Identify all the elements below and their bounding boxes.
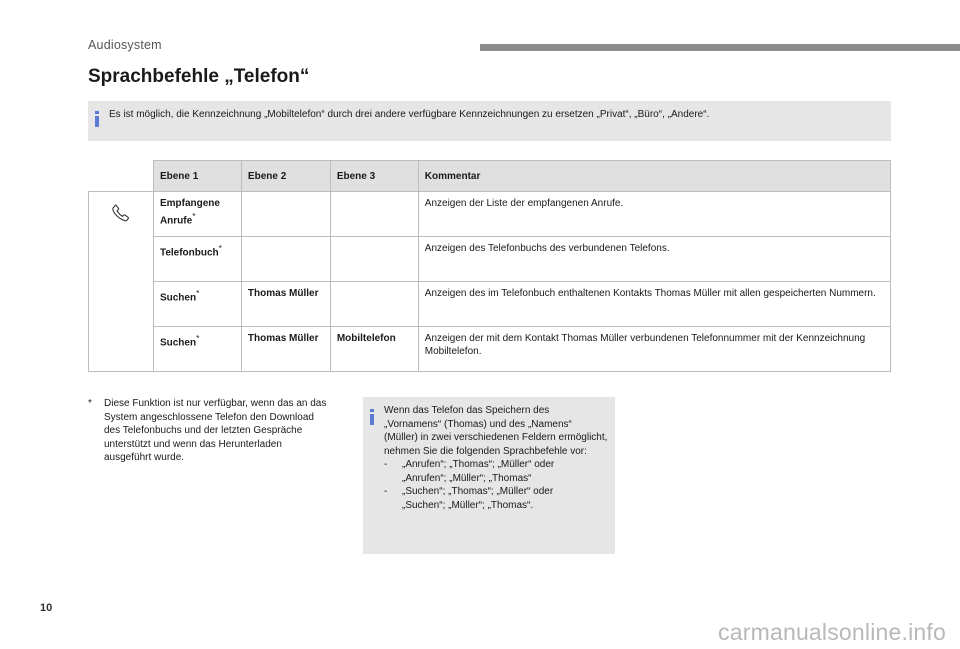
tip-item: - „Anrufen“; „Thomas“; „Müller“ oder „Anrufen“; „Müller“; „Thomas“ (384, 459, 555, 484)
table-row (89, 192, 891, 237)
footnote-marker: * (88, 398, 92, 409)
info-icon (95, 111, 99, 127)
column-header: Ebene 2 (241, 161, 330, 192)
watermark: carmanualsonline.info (718, 619, 946, 645)
tip-intro: Wenn das Telefon das Speichern des „Vornamens“ (Thomas) und des „Namens“ (Müller) in zwei verschiedenen Feldern ermöglicht, nehmen Sie die folgenden Sprachbefehle vor: (384, 405, 608, 457)
info-note (88, 101, 891, 141)
comment-cell: Anzeigen der Liste der empfangenen Anrufe. (418, 192, 890, 237)
page-title: Sprachbefehle „Telefon“ (88, 66, 310, 87)
level3-cell (330, 282, 418, 327)
column-header: Ebene 1 (153, 161, 241, 192)
footnote-text: Diese Funktion ist nur verfügbar, wenn das an das System angeschlossene Telefon den Download des Telefonbuchs und der letzten Gespräche unterstützt und wenn das Herunterladen ausgeführt wurde. (104, 398, 327, 463)
column-header: Ebene 3 (330, 161, 418, 192)
column-header: Kommentar (418, 161, 890, 192)
page-number: 10 (40, 602, 53, 614)
header-bar (480, 44, 960, 51)
level2-cell: Thomas Müller (241, 282, 330, 327)
level3-cell (330, 192, 418, 237)
level2-cell (241, 237, 330, 282)
tip-box (363, 397, 615, 554)
table-row (89, 282, 891, 327)
level1-cell: Telefonbuch* (153, 237, 241, 282)
level1-cell: Suchen* (153, 327, 241, 372)
level1-cell: Suchen* (153, 282, 241, 327)
table-header-row (89, 161, 891, 192)
phone-icon (110, 202, 132, 224)
tip-item: - „Suchen“; „Thomas“; „Müller“ oder „Suchen“; „Müller“; „Thomas“. (384, 486, 554, 511)
icon-cell (89, 192, 154, 372)
level2-cell: Thomas Müller (241, 327, 330, 372)
comment-cell: Anzeigen des im Telefonbuch enthaltenen Kontakts Thomas Müller mit allen gespeicherten Nummern. (418, 282, 890, 327)
level3-cell: Mobiltelefon (330, 327, 418, 372)
info-icon (370, 409, 374, 425)
level3-cell (330, 237, 418, 282)
info-note-text: Es ist möglich, die Kennzeichnung „Mobiltelefon“ durch drei andere verfügbare Kennzeichnungen zu ersetzen „Privat“, „Büro“, „Andere“. (109, 109, 710, 120)
footnote (88, 397, 328, 465)
level1-cell: Empfangene Anrufe* (153, 192, 241, 237)
comment-cell: Anzeigen des Telefonbuchs des verbundenen Telefons. (418, 237, 890, 282)
level2-cell (241, 192, 330, 237)
voice-command-table (88, 160, 891, 372)
table-row (89, 237, 891, 282)
comment-cell: Anzeigen der mit dem Kontakt Thomas Müller verbundenen Telefonnummer mit der Kennzeichnung Mobiltelefon. (418, 327, 890, 372)
table-row (89, 327, 891, 372)
section-label: Audiosystem (88, 38, 162, 52)
table-header-blank (89, 161, 154, 192)
